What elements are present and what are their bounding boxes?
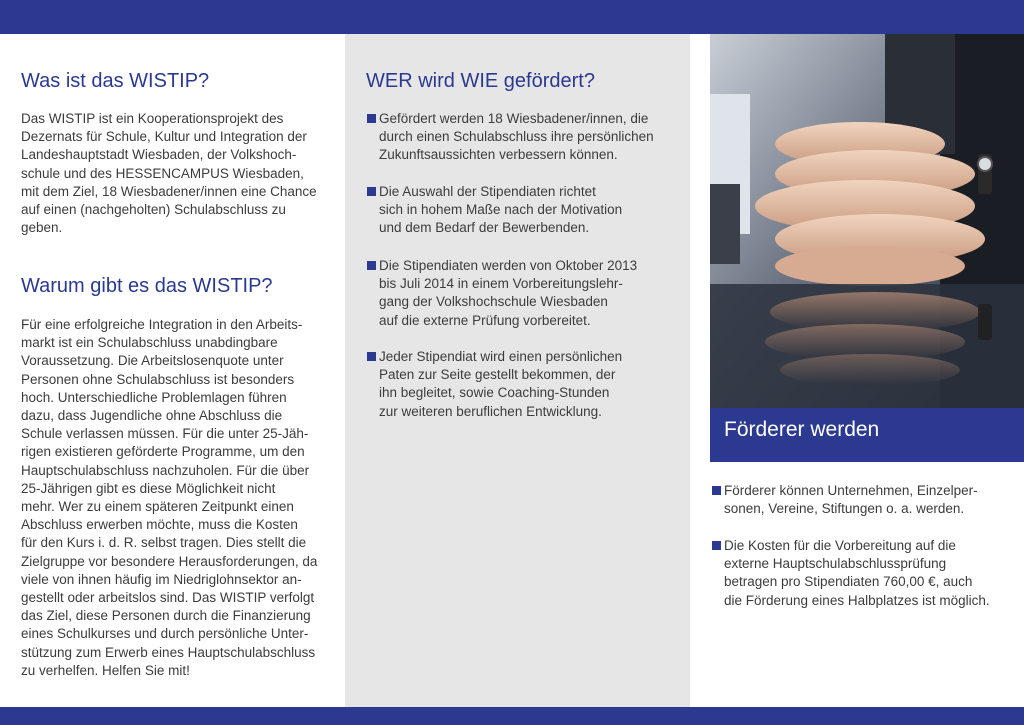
text-line: rigen existieren geförderte Programme, um den bbox=[21, 444, 305, 460]
bullet-text bbox=[724, 537, 990, 610]
text-line: und dem Bedarf der Bewerbenden. bbox=[379, 220, 590, 236]
text-line: mit dem Ziel, 18 Wiesbadener/innen eine Chance bbox=[21, 183, 317, 199]
text-line: ihn begleitet, sowie Coaching-Stunden bbox=[379, 385, 610, 401]
text-line: stützung zum Erwerb eines Hauptschulabschluss bbox=[21, 644, 316, 660]
heading-was-ist-wistip: Was ist das WISTIP? bbox=[21, 70, 210, 92]
text-line: das Ziel, diese Personen durch die Finanzierung bbox=[21, 608, 311, 624]
square-bullet-icon bbox=[367, 114, 376, 123]
text-line: die Förderung eines Halbplatzes ist möglich. bbox=[724, 592, 990, 608]
text-line: Abschluss erwerben möchte, muss die Kosten bbox=[21, 517, 298, 533]
text-line: für den Kurs i. d. R. selbst tragen. Dies stellt die bbox=[21, 535, 307, 551]
text-line: Zielgruppe vor besondere Herausforderungen, da bbox=[21, 553, 318, 569]
text-line: externe Hauptschulabschlussprüfung bbox=[724, 556, 947, 572]
hands-together-photo bbox=[710, 34, 1024, 408]
text-line: zur weiteren beruflichen Entwicklung. bbox=[379, 403, 602, 419]
foerderer-banner bbox=[710, 408, 1024, 462]
top-blue-bar bbox=[0, 0, 1024, 34]
text-line: auf einen (nachgeholten) Schulabschluss zu bbox=[21, 202, 286, 218]
text-line: dazu, dass Jugendliche ohne Abschluss die bbox=[21, 408, 283, 424]
square-bullet-icon bbox=[712, 541, 721, 550]
text-line: sonen, Vereine, Stiftungen o. a. werden. bbox=[724, 501, 965, 517]
square-bullet-icon bbox=[367, 261, 376, 270]
hands-together-image bbox=[710, 34, 1024, 408]
text-line: mehr. Wer zu einem späteren Zeitpunkt einen bbox=[21, 499, 294, 515]
text-line: zu verhelfen. Helfen Sie mit! bbox=[21, 662, 190, 678]
square-bullet-icon bbox=[367, 352, 376, 361]
text-line: Personen ohne Schulabschluss ist besonders bbox=[21, 371, 295, 387]
text-line: Schule verlassen müssen. Für die unter 25-Jäh- bbox=[21, 426, 309, 442]
text-line: Förderer können Unternehmen, Einzelper- bbox=[724, 483, 978, 498]
text-line: Jeder Stipendiat wird einen persönlichen bbox=[379, 349, 623, 364]
text-line: Die Kosten für die Vorbereitung auf die bbox=[724, 538, 956, 553]
bullet-text bbox=[379, 183, 622, 238]
square-bullet-icon bbox=[712, 486, 721, 495]
banner-title: Förderer werden bbox=[724, 418, 880, 441]
text-line: Zukunftsaussichten verbessern können. bbox=[379, 147, 618, 163]
text-line: Die Stipendiaten werden von Oktober 2013 bbox=[379, 258, 638, 273]
text-line: Dezernats für Schule, Kultur und Integration der bbox=[21, 129, 307, 145]
text-line: bis Juli 2014 in einem Vorbereitungslehr- bbox=[379, 276, 623, 292]
text-line: betragen pro Stipendiaten 760,00 €, auch bbox=[724, 574, 973, 590]
text-line: Die Auswahl der Stipendiaten richtet bbox=[379, 184, 596, 199]
text-line: gestellt oder arbeitslos sind. Das WISTIP verfolgt bbox=[21, 590, 315, 606]
bottom-blue-bar bbox=[0, 707, 1024, 725]
text-line: Voraussetzung. Die Arbeitslosenquote unter bbox=[21, 353, 284, 369]
text-line: 25-Jährigen gibt es diese Möglichkeit nicht bbox=[21, 480, 276, 496]
text-line: hoch. Unterschiedliche Problemlagen führen bbox=[21, 389, 287, 405]
bullet-text bbox=[379, 110, 654, 165]
text-line: durch einen Schulabschluss ihre persönlichen bbox=[379, 129, 654, 145]
heading-warum-wistip: Warum gibt es das WISTIP? bbox=[21, 275, 273, 297]
paragraph-was-ist-wistip bbox=[21, 110, 317, 237]
paragraph-warum-wistip bbox=[21, 316, 317, 680]
text-line: Das WISTIP ist ein Kooperationsprojekt des bbox=[21, 111, 284, 126]
text-line: Landeshauptstadt Wiesbaden, der Volkshoch- bbox=[21, 147, 297, 163]
text-line: Hauptschulabschluss nachzuholen. Für die über bbox=[21, 462, 310, 478]
bullet-text bbox=[379, 348, 622, 421]
heading-wer-wird-wie-gefoerdert: WER wird WIE gefördert? bbox=[366, 70, 595, 92]
text-line: markt ist ein Schulabschluss unabdingbare bbox=[21, 335, 278, 351]
text-line: sich in hohem Maße nach der Motivation bbox=[379, 202, 623, 218]
text-line: eines Schulkurses und durch persönliche Unter- bbox=[21, 626, 309, 642]
text-line: schule und des HESSENCAMPUS Wiesbaden, bbox=[21, 165, 304, 181]
text-line: Gefördert werden 18 Wiesbadener/innen, die bbox=[379, 111, 649, 126]
text-line: auf die externe Prüfung vorbereitet. bbox=[379, 312, 591, 328]
text-line: Paten zur Seite gestellt bekommen, der bbox=[379, 367, 616, 383]
text-line: viele von ihnen häufig im Niedriglohnsektor an- bbox=[21, 571, 302, 587]
text-line: Für eine erfolgreiche Integration in den Arbeits- bbox=[21, 317, 303, 332]
text-line: gang der Volkshochschule Wiesbaden bbox=[379, 294, 608, 310]
bullet-text bbox=[724, 482, 978, 518]
bullet-text bbox=[379, 257, 637, 330]
text-line: geben. bbox=[21, 220, 63, 236]
square-bullet-icon bbox=[367, 187, 376, 196]
